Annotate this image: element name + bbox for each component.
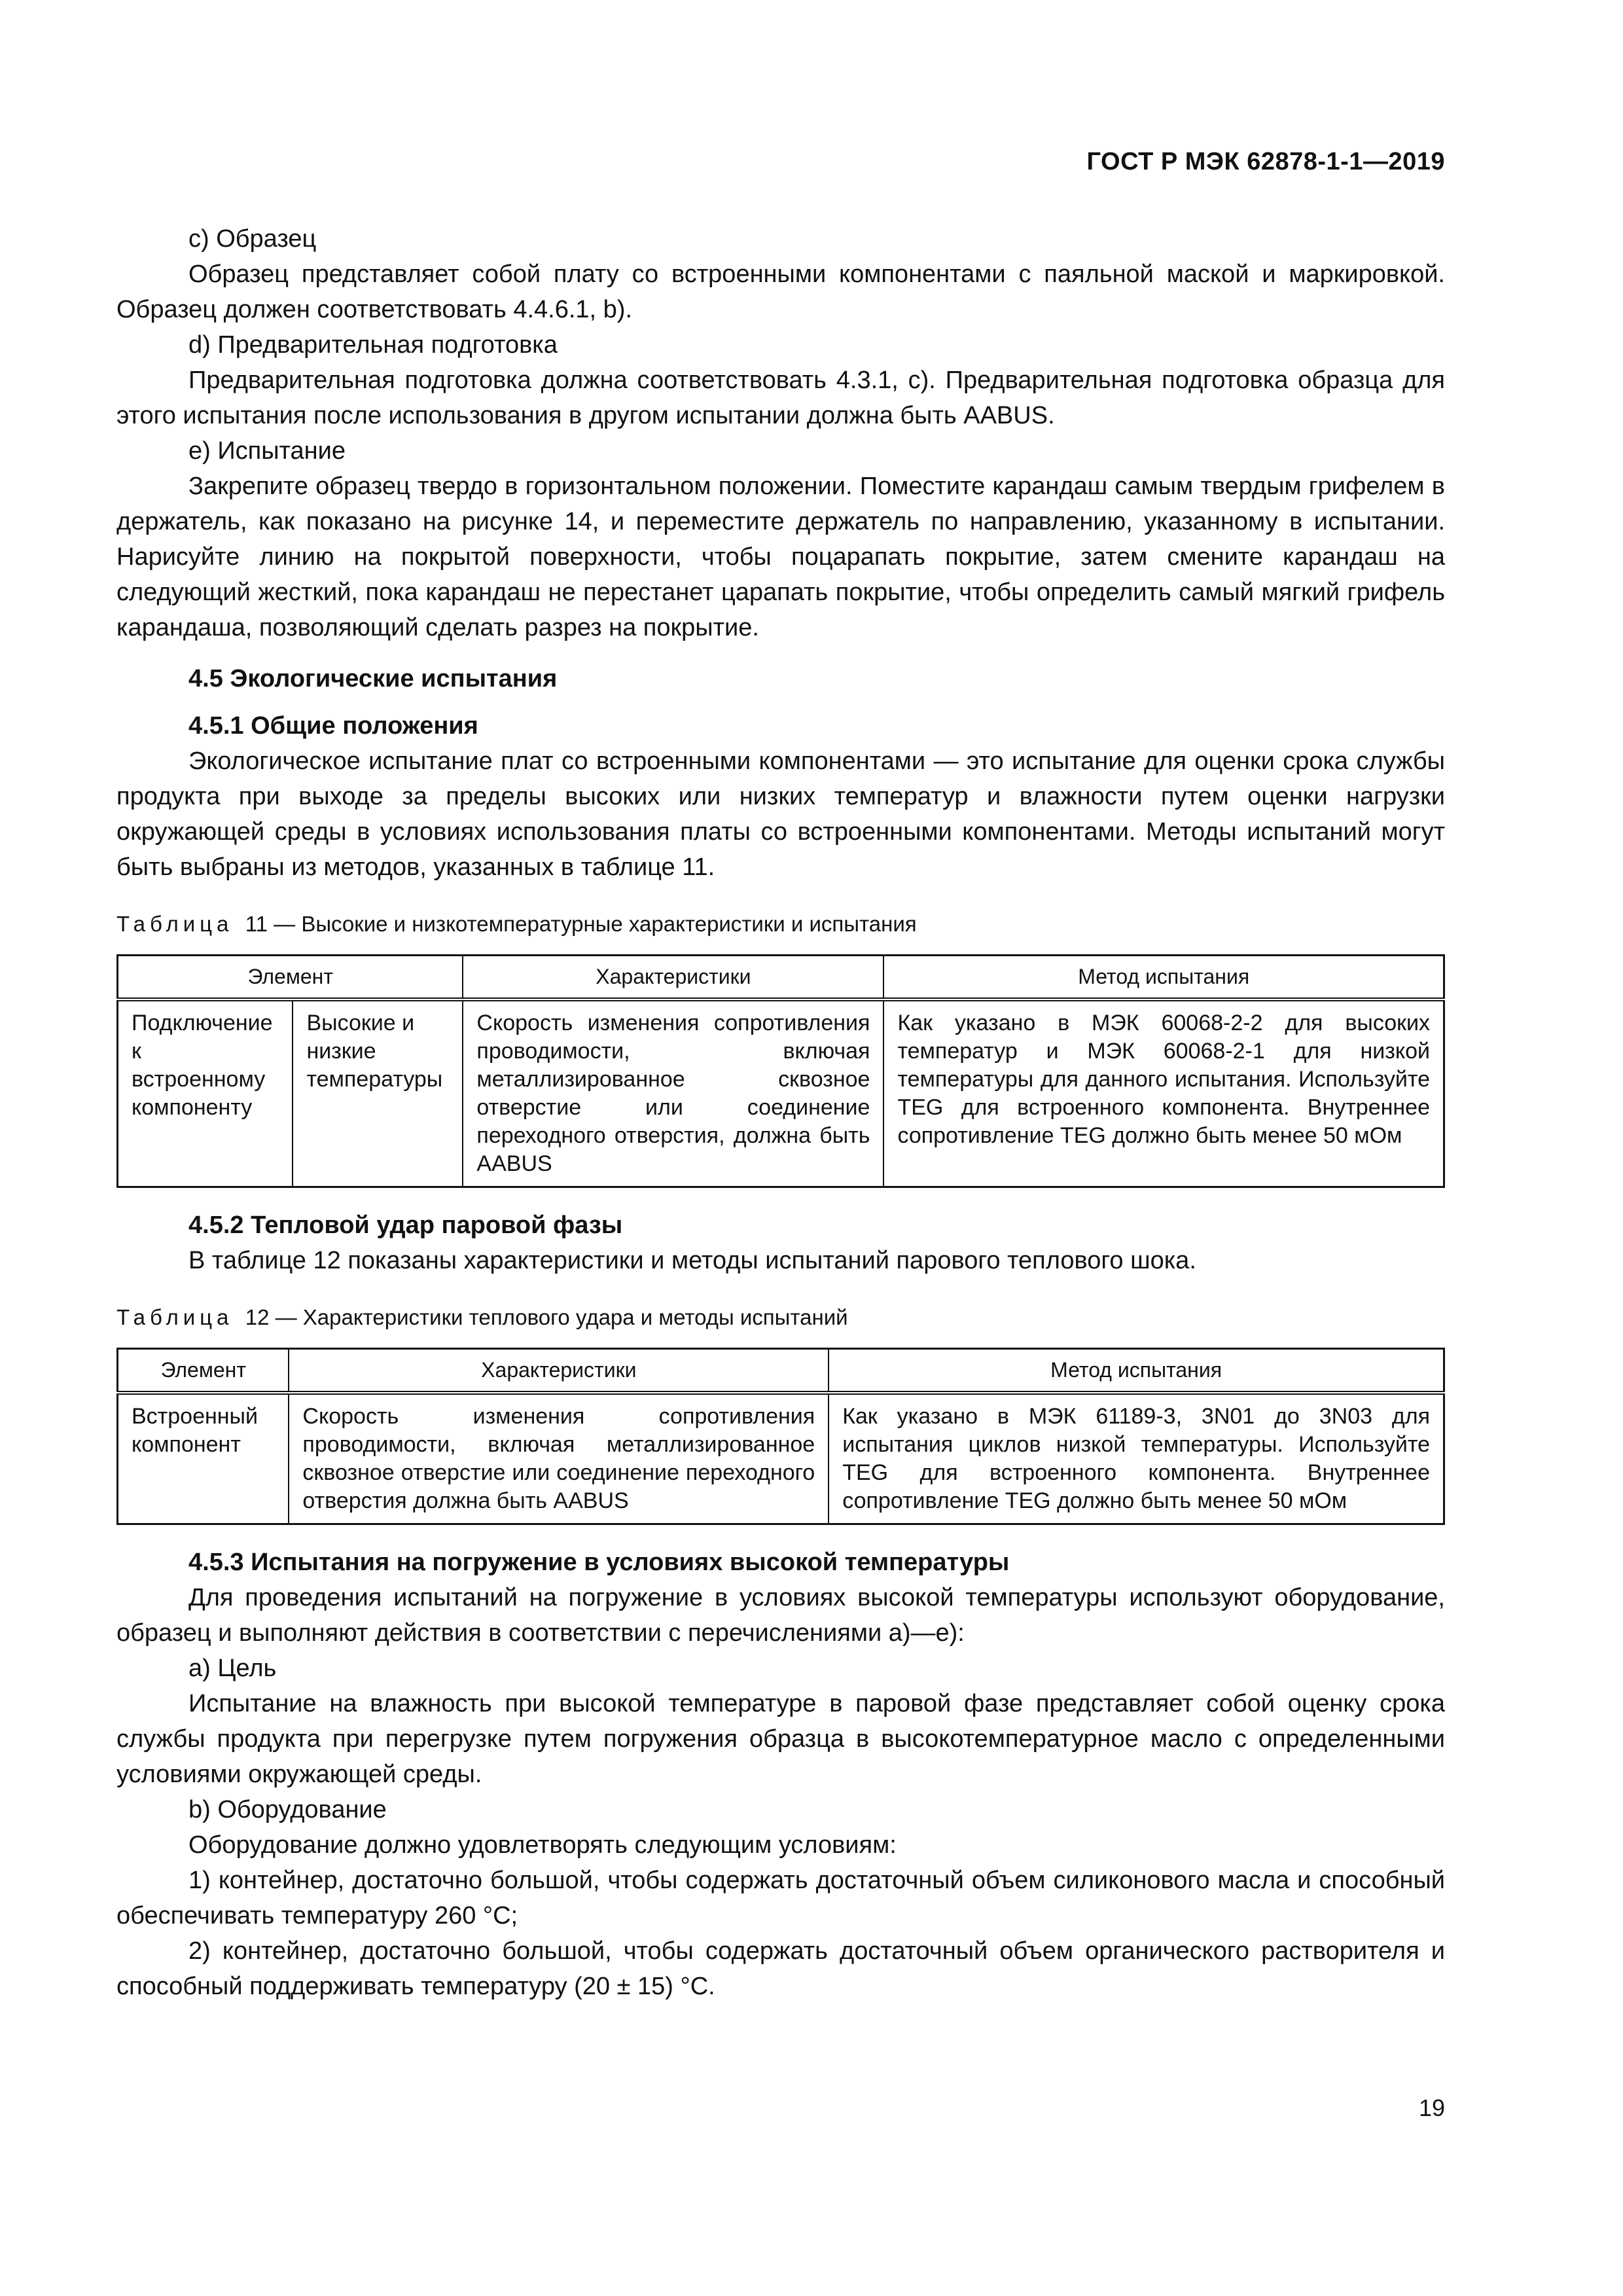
table-row xyxy=(118,1393,1444,1524)
table-12-header-row xyxy=(118,1349,1444,1393)
table-11-caption-word: Таблица xyxy=(116,912,234,936)
section-4-5-2-title: 4.5.2 Тепловой удар паровой фазы xyxy=(188,1211,623,1239)
table-11-cell-element: Подключение к встроенному компоненту xyxy=(118,999,293,1187)
item-c-text: Образец представляет собой плату со встроенными компонентами с паяльной маской и маркировкой. Образец должен соответствовать 4.4.6.1, b). xyxy=(116,260,1445,323)
item-e-label: e) Испытание xyxy=(188,437,346,465)
table-11-cell-method: Как указано в МЭК 60068-2-2 для высоких температур и МЭК 60068-2-1 для низкой температуры для данного испытания. Используйте TEG для встроенного компонента. Внутреннее сопротивление TEG должно быть менее 50 мОм xyxy=(883,999,1444,1187)
table-12-cell-method: Как указано в МЭК 61189-3, 3N01 до 3N03 для испытания циклов низкой температуры. Используйте TEG для встроенного компонента. Внутреннее сопротивление TEG должно быть менее 50 мОм xyxy=(829,1393,1444,1524)
table-12-header-method: Метод испытания xyxy=(829,1349,1444,1393)
table-11-header-row xyxy=(118,956,1444,1000)
item-a-text: Испытание на влажность при высокой температуре в паровой фазе представляет собой оценку срока службы продукта при перегрузке путем погружения образца в высокотемпературное масло с определенными условиями окружающей среды. xyxy=(116,1690,1445,1788)
table-11-caption-text: 11 — Высокие и низкотемпературные характеристики и испытания xyxy=(245,912,917,936)
table-11-header-element: Элемент xyxy=(118,956,463,1000)
table-12-caption xyxy=(116,1304,1445,1331)
page-content xyxy=(116,221,1445,2004)
table-11-caption xyxy=(116,911,1445,937)
table-11-header-characteristics: Характеристики xyxy=(463,956,883,1000)
item-d-label: d) Предварительная подготовка xyxy=(188,331,558,359)
item-a-label: a) Цель xyxy=(188,1655,277,1682)
section-4-5-1-text: Экологическое испытание плат со встроенными компонентами — это испытание для оценки срока службы продукта при выходе за пределы высоких или низких температур и влажности путем оценки нагрузки окружающей среды в условиях использования платы со встроенными компонентами. Методы испытаний могут быть выбраны из методов, указанных в таблице 11. xyxy=(116,747,1445,881)
list-item-2: 2) контейнер, достаточно большой, чтобы содержать достаточный объем органического растворителя и способный поддерживать температуру (20 ± 15) °C. xyxy=(116,1937,1445,2000)
item-e-text: Закрепите образец твердо в горизонтальном положении. Поместите карандаш самым твердым грифелем в держатель, как показано на рисунке 14, и переместите держатель по направлению, указанному в испытании. Нарисуйте линию на покрытой поверхности, чтобы поцарапать покрытие, затем смените карандаш на следующий жесткий, пока карандаш не перестанет царапать покрытие, чтобы определить самый мягкий грифель карандаша, позволяющий сделать разрез на покрытие. xyxy=(116,473,1445,641)
document-header: ГОСТ Р МЭК 62878-1-1—2019 xyxy=(1086,148,1445,175)
table-11-cell-sub: Высокие и низкие температуры xyxy=(293,999,463,1187)
table-11-header-method: Метод испытания xyxy=(883,956,1444,1000)
page-number: 19 xyxy=(1418,2094,1445,2121)
table-12-header-element: Элемент xyxy=(118,1349,289,1393)
section-4-5-3-title: 4.5.3 Испытания на погружение в условиях высокой температуры xyxy=(188,1549,1010,1576)
table-12 xyxy=(116,1348,1445,1525)
section-4-5-2-text: В таблице 12 показаны характеристики и методы испытаний парового теплового шока. xyxy=(188,1247,1196,1274)
section-4-5-1-title: 4.5.1 Общие положения xyxy=(188,712,478,740)
table-11-cell-characteristics: Скорость изменения сопротивления проводимости, включая металлизированное сквозное отверстие или соединение переходного отверстия, должна быть AABUS xyxy=(463,999,883,1187)
section-4-5-3-intro: Для проведения испытаний на погружение в условиях высокой температуры используют оборудование, образец и выполняют действия в соответствии с перечислениями а)—е): xyxy=(116,1584,1445,1647)
table-11 xyxy=(116,954,1445,1188)
table-row xyxy=(118,999,1444,1187)
section-4-5-title: 4.5 Экологические испытания xyxy=(188,665,558,692)
table-12-header-characteristics: Характеристики xyxy=(289,1349,829,1393)
item-b-text: Оборудование должно удовлетворять следующим условиям: xyxy=(188,1831,897,1859)
table-12-caption-text: 12 — Характеристики теплового удара и методы испытаний xyxy=(245,1305,848,1329)
table-12-caption-word: Таблица xyxy=(116,1305,234,1329)
table-12-cell-characteristics: Скорость изменения сопротивления проводимости, включая металлизированное сквозное отверстие или соединение переходного отверстия должна быть AABUS xyxy=(289,1393,829,1524)
table-12-cell-element: Встроенный компонент xyxy=(118,1393,289,1524)
item-b-label: b) Оборудование xyxy=(188,1796,387,1823)
list-item-1: 1) контейнер, достаточно большой, чтобы содержать достаточный объем силиконового масла и способный обеспечивать температуру 260 °C; xyxy=(116,1867,1445,1929)
item-d-text: Предварительная подготовка должна соответствовать 4.3.1, c). Предварительная подготовка образца для этого испытания после использования в другом испытании должна быть AABUS. xyxy=(116,367,1445,429)
item-c-label: c) Образец xyxy=(188,225,317,253)
